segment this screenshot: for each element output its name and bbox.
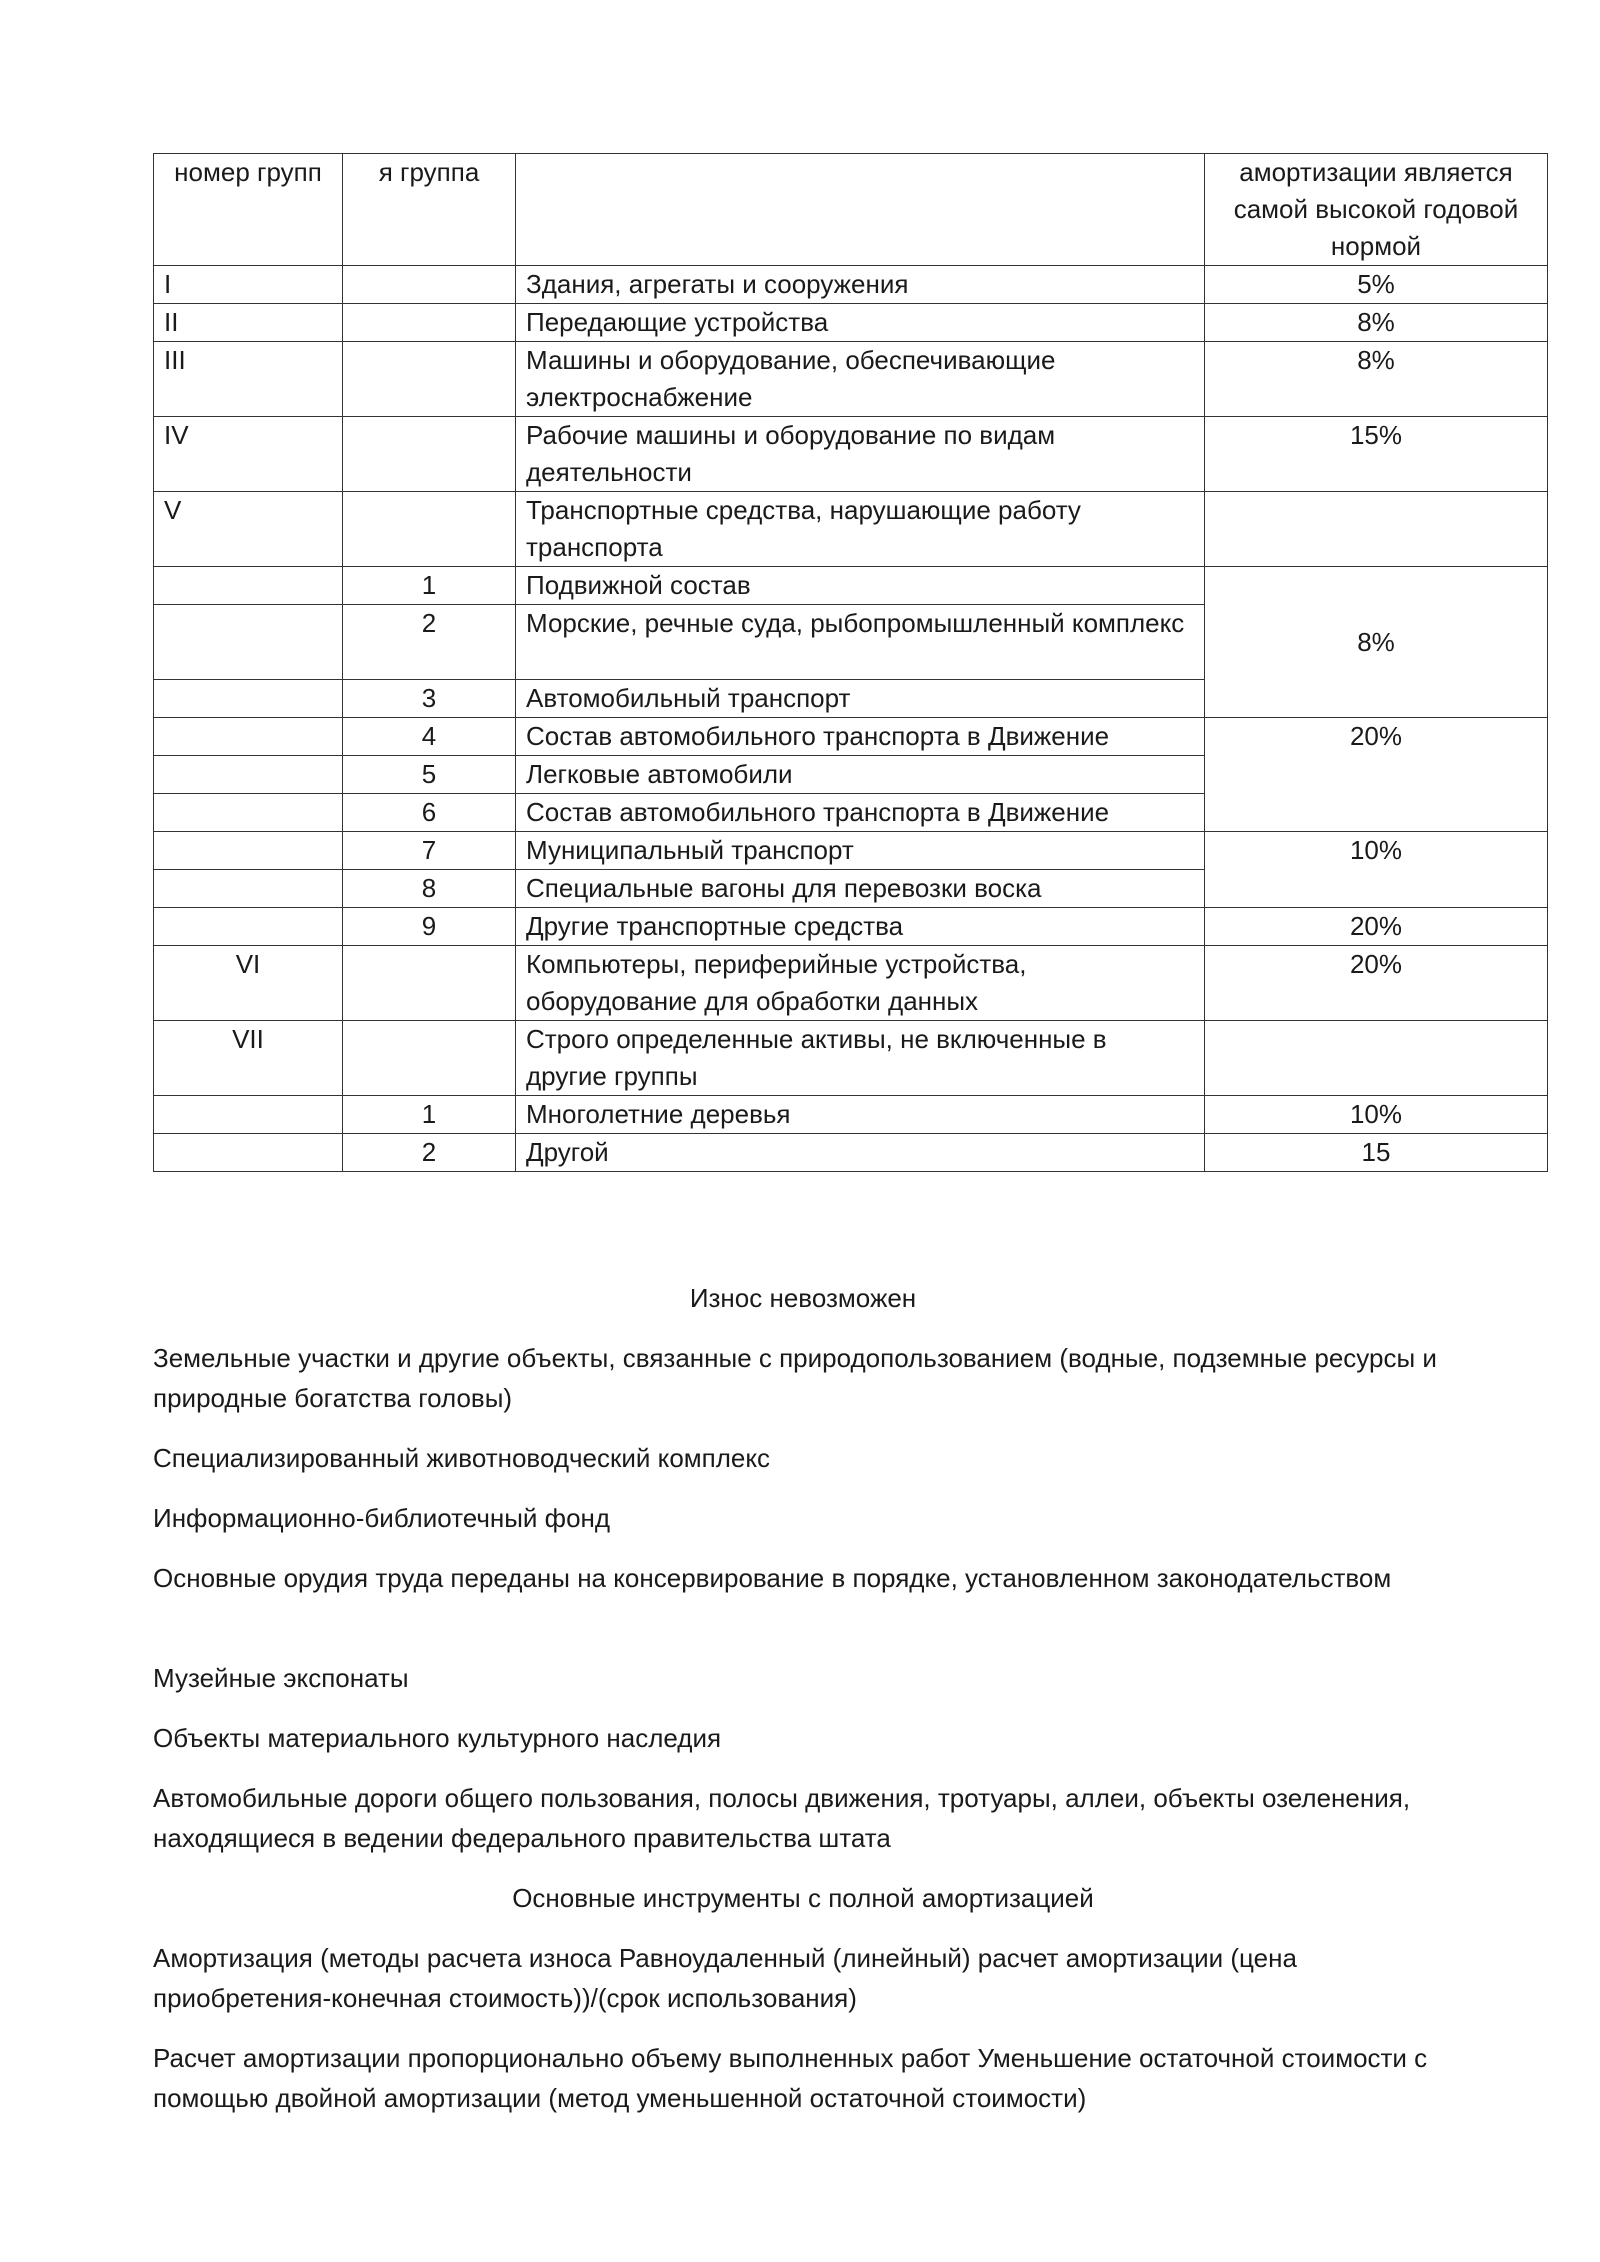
group-cell [154,908,343,946]
rate-cell: 8% [1205,304,1548,342]
subgroup-cell [343,266,516,304]
name-cell: Машины и оборудование, обеспечивающие электроснабжение [516,342,1205,417]
group-cell: IV [154,417,343,492]
section-title-full-depreciation: Основные инструменты с полной амортизацией [512,1883,1094,1913]
rate-cell: 8% [1205,567,1548,718]
subgroup-cell [343,417,516,492]
subgroup-cell: 9 [343,908,516,946]
rate-cell: 20% [1205,718,1548,832]
table-row [154,908,1548,946]
header-subgroup: я группа [343,154,516,266]
name-cell: Транспортные средства, нарушающие работу транспорта [516,492,1205,567]
depreciation-table [153,153,1548,1172]
paragraph: Основные орудия труда переданы на консервирование в порядке, установленном законодательством [153,1563,1392,1593]
name-cell: Передающие устройства [516,304,1205,342]
group-cell [154,605,343,680]
table-row [154,1134,1548,1172]
subgroup-cell: 3 [343,680,516,718]
rate-cell: 20% [1205,908,1548,946]
name-cell: Многолетние деревья [516,1096,1205,1134]
header-name [516,154,1205,266]
subgroup-cell: 4 [343,718,516,756]
subgroup-cell [343,946,516,1021]
table-row [154,1096,1548,1134]
group-cell [154,870,343,908]
name-cell: Специальные вагоны для перевозки воска [516,870,1205,908]
subgroup-cell: 2 [343,605,516,680]
group-cell: VII [154,1021,343,1096]
table-header-row [154,154,1548,266]
name-cell: Другой [516,1134,1205,1172]
name-cell: Подвижной состав [516,567,1205,605]
paragraph: Объекты материального культурного наследия [153,1723,722,1753]
group-cell: III [154,342,343,417]
name-cell: Другие транспортные средства [516,908,1205,946]
header-group-number: номер групп [154,154,343,266]
table-row [154,304,1548,342]
group-cell [154,1096,343,1134]
name-cell: Строго определенные активы, не включенные в другие группы [516,1021,1205,1096]
header-rate: амортизации является самой высокой годовой нормой [1205,154,1548,266]
rate-cell [1205,492,1548,567]
group-cell: I [154,266,343,304]
subgroup-cell [343,492,516,567]
subgroup-cell: 5 [343,756,516,794]
group-cell [154,756,343,794]
name-cell: Рабочие машины и оборудование по видам деятельности [516,417,1205,492]
name-cell: Здания, агрегаты и сооружения [516,266,1205,304]
paragraph: Амортизация (методы расчета износа Равноудаленный (линейный) расчет амортизации (цена приобретения-конечная стоимость))/(срок использования) [153,1943,1297,2013]
name-cell: Морские, речные суда, рыбопромышленный комплекс [516,605,1205,680]
name-cell: Муниципальный транспорт [516,832,1205,870]
table-row [154,718,1548,756]
paragraph: Музейные экспонаты [153,1663,409,1693]
group-cell: II [154,304,343,342]
table-row [154,266,1548,304]
subgroup-cell: 1 [343,1096,516,1134]
table-row [154,567,1548,605]
group-cell [154,1134,343,1172]
rate-cell: 15% [1205,417,1548,492]
paragraph: Автомобильные дороги общего пользования, полосы движения, тротуары, аллеи, объекты озеленения, находящиеся в ведении федерального правительства штата [153,1783,1411,1853]
subgroup-cell: 8 [343,870,516,908]
table-row [154,417,1548,492]
table-row [154,342,1548,417]
group-cell [154,832,343,870]
paragraph: Земельные участки и другие объекты, связанные с природопользованием (водные, подземные ресурсы и природные богатства головы) [153,1343,1437,1413]
rate-cell: 8% [1205,342,1548,417]
group-cell [154,718,343,756]
table-row [154,832,1548,870]
name-cell: Состав автомобильного транспорта в Движение [516,794,1205,832]
subgroup-cell: 1 [343,567,516,605]
table-row [154,946,1548,1021]
subgroup-cell [343,342,516,417]
subgroup-cell: 2 [343,1134,516,1172]
rate-cell: 10% [1205,832,1548,908]
rate-cell: 20% [1205,946,1548,1021]
name-cell: Легковые автомобили [516,756,1205,794]
rate-cell: 15 [1205,1134,1548,1172]
paragraph: Расчет амортизации пропорционально объему выполненных работ Уменьшение остаточной стоимости с помощью двойной амортизации (метод уменьшенной остаточной стоимости) [153,2043,1428,2113]
group-cell [154,794,343,832]
rate-cell [1205,1021,1548,1096]
name-cell: Компьютеры, периферийные устройства, оборудование для обработки данных [516,946,1205,1021]
paragraph: Информационно-библиотечный фонд [153,1503,611,1533]
group-cell: V [154,492,343,567]
subgroup-cell [343,1021,516,1096]
table-row [154,492,1548,567]
section-title-no-wear: Износ невозможен [689,1283,917,1313]
name-cell: Состав автомобильного транспорта в Движение [516,718,1205,756]
subgroup-cell [343,304,516,342]
rate-cell: 5% [1205,266,1548,304]
paragraph: Специализированный животноводческий комплекс [153,1443,771,1473]
name-cell: Автомобильный транспорт [516,680,1205,718]
subgroup-cell: 6 [343,794,516,832]
table-row [154,1021,1548,1096]
rate-cell: 10% [1205,1096,1548,1134]
group-cell: VI [154,946,343,1021]
subgroup-cell: 7 [343,832,516,870]
group-cell [154,680,343,718]
group-cell [154,567,343,605]
